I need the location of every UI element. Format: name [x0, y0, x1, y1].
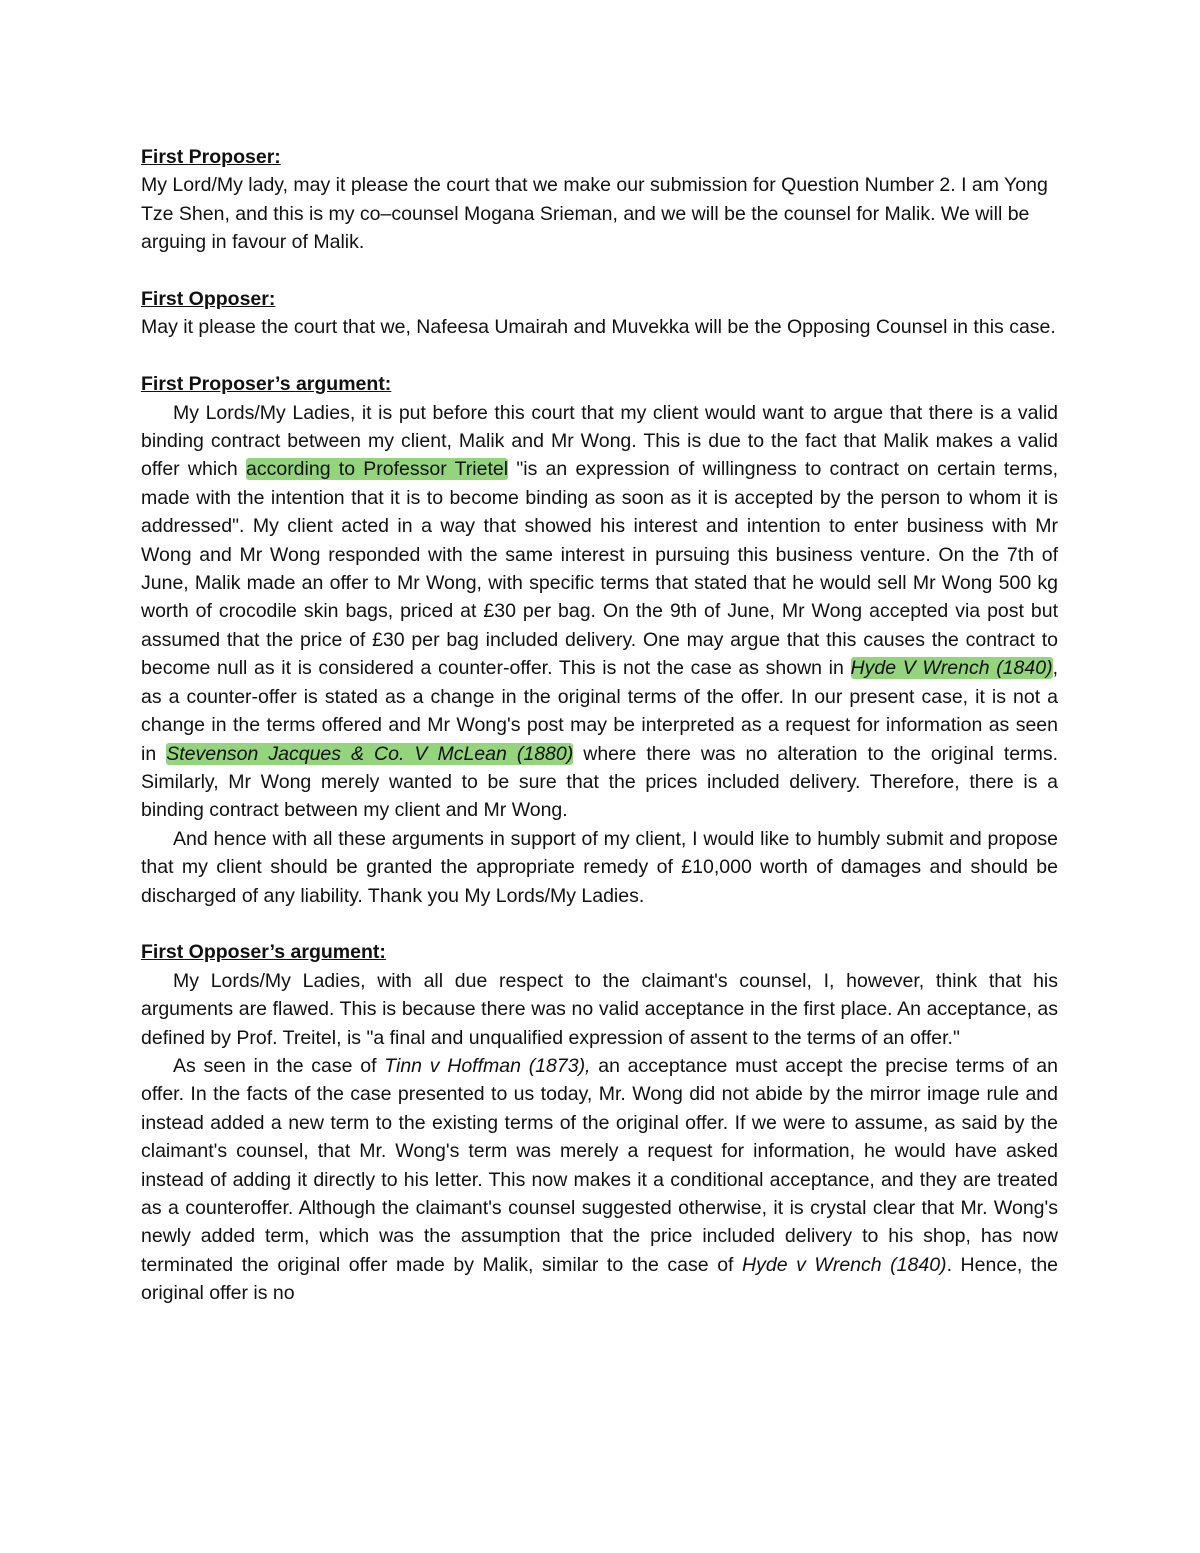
spacer: [141, 910, 1058, 938]
highlight-case-stevenson-jacques: Stevenson Jacques & Co. V McLean (1880): [166, 742, 574, 765]
paragraph-text: an acceptance must accept the precise terms of an offer. In the facts of the case presented to us today, Mr. Wong did not abide by the mirror image rule and instead added a new term to the existing terms of the original offer. If we were to assume, as said by the claimant's counsel, that Mr. Wong's term was merely a request for information, he would have asked instead of adding it directly to his letter. This now makes it a conditional acceptance, and they are treated as a counteroffer. Although the claimant's counsel suggested otherwise, it is crystal clear that Mr. Wong's newly added term, which was the assumption that the price included delivery to his shop, has now terminated the original offer made by Malik, similar to the case of: [141, 1054, 1058, 1276]
first-opposer-text: May it please the court that we, Nafeesa Umairah and Muvekka will be the Opposing Counsel in this case.: [141, 316, 1056, 339]
first-proposer-heading: First Proposer:: [141, 146, 281, 168]
case-hyde-v-wrench: Hyde v Wrench (1840): [742, 1253, 947, 1276]
paragraph-text: where there was no alteration to the original terms. Similarly, Mr Wong merely wanted to be sure that the prices included delivery. Therefore, there is a binding contract between my client and Mr Wong.: [141, 742, 1058, 822]
paragraph-text: My Lords/My Ladies, it is put before this court that my client would want to argue that there is a valid binding contract between my client, Malik and Mr Wong. This is due to the fact that Malik makes a valid offer which: [141, 401, 1058, 481]
spacer: [141, 257, 1058, 285]
spacer: [141, 342, 1058, 370]
proposer-argument-paragraph-1: [141, 399, 1058, 825]
proposer-argument-heading: First Proposer’s argument:: [141, 373, 392, 396]
paragraph-text: . Hence, the original offer is no: [141, 1253, 1059, 1305]
opposer-argument-paragraph-2: [141, 1052, 1058, 1308]
highlight-case-hyde-v-wrench: Hyde V Wrench (1840): [850, 657, 1053, 680]
highlight-citation-trietel: according to Professor Trietel: [246, 458, 509, 481]
paragraph-text: "is an expression of willingness to contract on certain terms, made with the intention that it is to become binding as soon as it is accepted by the person to whom it is addressed". My client acted in a way that showed his interest and intention to enter business with Mr Wong and Mr Wong responded with the same interest in pursuing this business venture. On the 7th of June, Malik made an offer to Mr Wong, with specific terms that stated that he would sell Mr Wong 500 kg worth of crocodile skin bags, priced at £30 per bag. On the 9th of June, Mr Wong accepted via post but assumed that the price of £30 per bag included delivery. One may argue that this causes the contract to become null as it is considered a counter-offer. This is not the case as shown in: [141, 458, 1058, 680]
first-proposer-text: My Lord/My lady, may it please the court that we make our submission for Question Number 2. I am Yong Tze Shen, and this is my co–counsel Mogana Srieman, and we will be the counsel for Malik. We will be arguing in favour of Malik.: [141, 174, 1048, 254]
paragraph-text: , as a counter-offer is stated as a change in the original terms of the offer. In our present case, it is not a change in the terms offered and Mr Wong's post may be interpreted as a request for information as seen in: [141, 657, 1058, 765]
paragraph-text: As seen in the case of: [173, 1054, 385, 1077]
proposer-argument-paragraph-2: And hence with all these arguments in support of my client, I would like to humbly submit and propose that my client should be granted the appropriate remedy of £10,000 worth of damages and should be discharged of any liability. Thank you My Lords/My Ladies.: [141, 827, 1058, 907]
opposer-argument-paragraph-1: My Lords/My Ladies, with all due respect to the claimant's counsel, I, however, think that his arguments are flawed. This is because there was no valid acceptance in the first place. An acceptance, as defined by Prof. Treitel, is "a final and unqualified expression of assent to the terms of an offer.": [141, 969, 1058, 1049]
opposer-argument-heading: First Opposer’s argument:: [141, 941, 386, 964]
first-opposer-heading: First Opposer:: [141, 288, 276, 311]
case-tinn-v-hoffman: Tinn v Hoffman (1873),: [384, 1054, 591, 1077]
